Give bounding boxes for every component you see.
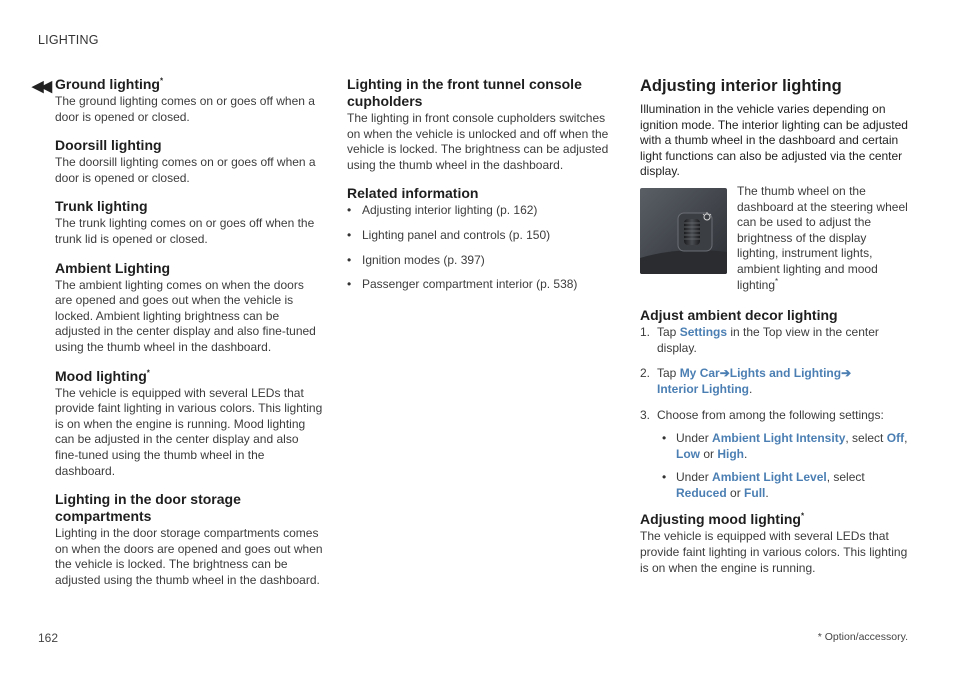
arrow-right-icon: ➔ <box>719 366 730 381</box>
text-ground-lighting: The ground lighting comes on or goes off when a door is opened or closed. <box>55 94 315 124</box>
heading-doorsill-lighting: Doorsill lighting <box>55 137 162 154</box>
heading-door-storage-lighting: Lighting in the door storage compartments <box>55 491 241 525</box>
column-right <box>640 76 908 588</box>
arrow-right-icon: ➔ <box>841 366 852 381</box>
text-interior-intro: Illumination in the vehicle varies depending on ignition mode. The interior lighting can be adjusted with a thumb wheel in the dashboard and certain light functions can also be adjusted via the center display. <box>640 102 908 179</box>
text-ambient-lighting: The ambient lighting comes on when the doors are opened and goes out when the vehicle is locked. Ambient lighting brightness can be adjusted in the center display and also fine-tuned using the thumb wheel in the dashboard. <box>55 277 316 354</box>
interior-lighting-link[interactable]: Interior Lighting <box>657 381 749 396</box>
heading-mood-lighting: Mood lighting* <box>55 367 150 384</box>
value-high[interactable]: High <box>717 446 745 461</box>
value-full[interactable]: Full <box>744 485 766 500</box>
step-1: 1. Tap Settings in the Top view in the center display. <box>640 325 879 355</box>
ambient-light-intensity-setting[interactable]: Ambient Light Intensity <box>712 431 846 446</box>
section-header: LIGHTING <box>38 33 99 47</box>
option-ambient-light-intensity: • Under Ambient Light Intensity, select Off, Low or High. <box>657 431 908 462</box>
text-adjusting-mood-lighting: The vehicle is equipped with several LEDs that provide faint lighting in various colors. This lighting is on when the engine is running. <box>640 529 908 575</box>
step-2: 2. Tap My Car➔Lights and Lighting➔ Interior Lighting. <box>640 366 852 396</box>
settings-options-list <box>657 431 908 501</box>
heading-cupholder-lighting: Lighting in the front tunnel console cupholders <box>347 76 582 109</box>
value-low[interactable]: Low <box>676 446 700 461</box>
text-door-storage-lighting: Lighting in the door storage compartments comes on when the doors are opened and goes out when the vehicle is locked. The brightness can be adjusted using the thumb wheel in the dashboard. <box>55 526 323 587</box>
text-mood-lighting: The vehicle is equipped with several LEDs that provide faint lighting in various colors. This lighting is on when the engine is running. Mood lighting can be adjusted in the center display and also fine-tuned using the thumb wheel in the dashboard. <box>55 385 323 478</box>
option-ambient-light-level: • Under Ambient Light Level, select Reduced or Full. <box>657 470 908 501</box>
steps-list <box>640 325 908 501</box>
lights-and-lighting-link[interactable]: Lights and Lighting <box>729 366 842 381</box>
settings-link[interactable]: Settings <box>679 325 728 340</box>
heading-adjusting-interior-lighting: Adjusting interior lighting <box>640 77 842 95</box>
ambient-light-level-setting[interactable]: Ambient Light Level <box>712 470 827 485</box>
related-links-list <box>347 203 615 292</box>
related-link[interactable]: • Adjusting interior lighting (p. 162) <box>347 203 615 219</box>
thumb-wheel-illustration <box>640 188 727 274</box>
page-number: 162 <box>38 631 59 645</box>
thumb-wheel-figure <box>640 184 908 307</box>
heading-related-information: Related information <box>347 185 479 202</box>
value-off[interactable]: Off <box>886 431 905 446</box>
text-trunk-lighting: The trunk lighting comes on or goes off when the trunk lid is opened or closed. <box>55 216 315 246</box>
continued-arrows-icon: ◀◀ <box>32 78 50 95</box>
footnote: * Option/accessory. <box>817 631 908 643</box>
related-link[interactable]: • Lighting panel and controls (p. 150) <box>347 228 615 244</box>
heading-ambient-lighting: Ambient Lighting <box>55 259 171 276</box>
related-link[interactable]: • Ignition modes (p. 397) <box>347 253 615 269</box>
heading-ground-lighting: Ground lighting* <box>55 76 164 92</box>
related-link[interactable]: • Passenger compartment interior (p. 538) <box>347 277 615 293</box>
heading-adjust-ambient-decor: Adjust ambient decor lighting <box>640 307 838 324</box>
column-left <box>55 76 323 600</box>
step-3: 3. Choose from among the following settings: • Under Ambient Light Intensity, select Off, Low or High. • Under Ambient Light Level, select Reduced or Full. <box>640 408 908 502</box>
my-car-link[interactable]: My Car <box>679 366 720 381</box>
figure-caption: The thumb wheel on the dashboard at the steering wheel can be used to adjust the brightness of the display lighting, instrument lights, ambient lighting and mood lighting* <box>737 183 908 292</box>
text-doorsill-lighting: The doorsill lighting comes on or goes off when a door is opened or closed. <box>55 155 316 185</box>
column-middle <box>347 76 615 302</box>
text-cupholder-lighting: The lighting in front console cupholders switches on when the vehicle is unlocked and off when the vehicle is locked. The brightness can be adjusted using the thumb wheel in the dashboard. <box>347 111 609 172</box>
value-reduced[interactable]: Reduced <box>676 485 727 500</box>
heading-adjusting-mood-lighting: Adjusting mood lighting* <box>640 511 805 528</box>
heading-trunk-lighting: Trunk lighting <box>55 198 148 215</box>
